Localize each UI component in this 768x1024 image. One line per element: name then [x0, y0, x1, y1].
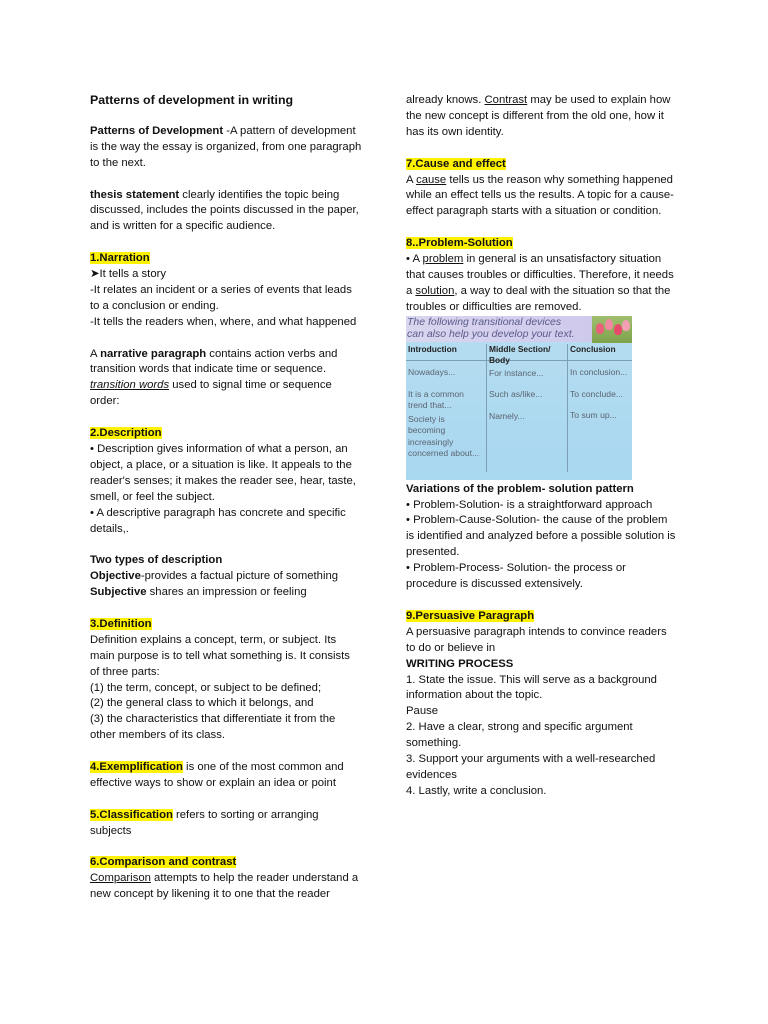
caption-line: can also help you develop your text.: [407, 328, 575, 341]
writing-step: 3. Support your arguments with a well-researched evidences: [406, 753, 656, 781]
comparison-heading: 6.Comparison and contrast: [90, 856, 237, 869]
subjective-text: shares an impression or feeling: [146, 586, 307, 599]
types-of-description: [90, 553, 362, 601]
objective-term: Objective: [90, 570, 141, 583]
comparison-term: Comparison: [90, 872, 151, 885]
writing-step: Pause: [406, 705, 439, 718]
writing-process-heading: WRITING PROCESS: [406, 657, 514, 670]
table-cell: Namely...: [489, 410, 525, 421]
narration-heading: 1.Narration: [90, 252, 150, 265]
table-header: Introduction: [408, 343, 457, 354]
classification-section: [90, 808, 362, 840]
pod-term: Patterns of Development: [90, 124, 224, 137]
problem-heading: 8..Problem-Solution: [406, 237, 513, 250]
table-column-conclusion: [570, 344, 630, 422]
cause-effect-section: [406, 157, 678, 221]
tw-post: used to signal time or sequence order:: [90, 379, 332, 408]
cause-heading: 7.Cause and effect: [406, 157, 506, 170]
cause-term: cause: [416, 173, 447, 186]
table-cell: Society is becoming increasingly concerned about...: [408, 413, 480, 459]
contrast-term: Contrast: [484, 94, 528, 106]
contrast-pre: already knows.: [406, 94, 485, 106]
description-heading: 2.Description: [90, 427, 162, 440]
exemplification-section: [90, 760, 362, 792]
contrast-paragraph: [406, 93, 678, 141]
transitional-devices-table-image: [406, 316, 632, 480]
exemplification-heading: 4.Exemplification: [90, 761, 183, 774]
narration-line: -It tells the readers when, where, and what happened: [90, 315, 357, 328]
np-pre: A: [90, 347, 101, 360]
problem-solution-section: [406, 236, 678, 316]
writing-step: 1. State the issue. This will serve as a background information about the topic.: [406, 673, 657, 702]
persuasive-text: A persuasive paragraph intends to convince readers to do or believe in: [406, 625, 667, 654]
table-column-middle: [489, 344, 565, 423]
definition-section: [90, 617, 362, 744]
narration-line: -It relates an incident or a series of events that leads to a conclusion or ending.: [90, 283, 352, 312]
thesis-paragraph: [90, 188, 362, 236]
definition-part: (3) the characteristics that differentiate it from the other members of its class.: [90, 713, 336, 742]
document-title: Patterns of development in writing: [90, 93, 294, 107]
variation-line: • Problem-Cause-Solution- the cause of the problem is identified and analyzed before a possible solution is presented.: [406, 514, 676, 559]
classification-heading: 5.Classification: [90, 808, 173, 821]
thesis-text: clearly identifies the topic being discussed, includes the points discussed in the paper, and is written for a specific audience.: [90, 188, 359, 233]
writing-step: 2. Have a clear, strong and specific argument something.: [406, 721, 633, 750]
definition-part: (2) the general class to which it belongs, and: [90, 697, 314, 710]
problem-mid: in general is an unsatisfactory situation that causes troubles or difficulties. Therefore, it needs a: [406, 253, 674, 297]
table-cell: Nowadays...: [408, 367, 456, 378]
types-heading: Two types of description: [90, 554, 223, 567]
solution-term: solution: [415, 284, 455, 297]
narration-line: ➤It tells a story: [90, 268, 167, 281]
np-post: contains action verbs and transition words that indicate time or sequence.: [90, 347, 338, 376]
table-column-divider: [567, 344, 568, 472]
variations-heading: Variations of the problem- solution pattern: [406, 482, 634, 495]
description-section: [90, 426, 362, 537]
subjective-term: Subjective: [90, 586, 147, 599]
right-column: [406, 93, 678, 800]
pod-text: -A pattern of development is the way the essay is organized, from one paragraph to the next.: [90, 124, 362, 169]
table-cell: Such as/like...: [489, 389, 543, 400]
definition-text: Definition explains a concept, term, or subject. Its main purpose is to tell what something is. It consists of three parts:: [90, 633, 350, 678]
tulip-flowers-image: [592, 316, 632, 343]
variation-line: • Problem-Process- Solution- the process or procedure is discussed extensively.: [406, 562, 626, 591]
table-column-divider: [486, 344, 487, 472]
table-caption: [406, 316, 593, 342]
narration-section: [90, 251, 362, 331]
contrast-post: may be used to explain how the new concept is different from the old one, how it has its own identity.: [406, 94, 671, 138]
table-cell: In conclusion...: [570, 367, 628, 378]
tw-term: transition words: [90, 379, 170, 392]
definition-heading: 3.Definition: [90, 617, 152, 630]
table-column-introduction: [408, 344, 484, 460]
narrative-paragraph-section: [90, 347, 362, 411]
definition-part: (1) the term, concept, or subject to be defined;: [90, 681, 322, 694]
table-cell: For instance...: [489, 367, 544, 378]
table-cell: It is a common trend that...: [408, 388, 464, 411]
thesis-term: thesis statement: [90, 188, 180, 201]
comparison-section: [90, 855, 362, 903]
problem-post: , a way to deal with the situation so that the troubles or difficulties are removed.: [406, 284, 671, 313]
caption-line: The following transitional devices: [407, 315, 562, 328]
variations-section: [406, 482, 678, 593]
table-cell: To sum up...: [570, 410, 617, 421]
table-header: Middle Section/ Body: [489, 343, 551, 366]
persuasive-section: [406, 609, 678, 800]
description-line: • Description gives information of what a person, an object, a place, or a situation is like. It appeals to the reader's senses; it makes the reader see, hear, taste, smell, or feel the subject.: [90, 442, 356, 503]
classification-text: refers to sorting or arranging subjects: [90, 808, 319, 837]
comparison-text: attempts to help the reader understand a new concept by likening it to one that the reader: [90, 872, 359, 901]
pod-paragraph: [90, 124, 362, 172]
objective-text: -provides a factual picture of something: [140, 570, 339, 583]
cause-pre: A: [406, 173, 417, 186]
np-term: narrative paragraph: [100, 347, 207, 360]
exemplification-text: is one of the most common and effective ways to show or explain an idea or point: [90, 761, 344, 789]
problem-pre: • A: [406, 253, 423, 266]
variation-line: • Problem-Solution- is a straightforward approach: [406, 498, 653, 511]
table-cell: To conclude...: [570, 388, 624, 399]
problem-term: problem: [422, 253, 464, 266]
left-column: [90, 93, 362, 903]
persuasive-heading: 9.Persuasive Paragraph: [406, 609, 535, 622]
table-header: Conclusion: [570, 343, 616, 354]
description-line: • A descriptive paragraph has concrete and specific details,.: [90, 506, 346, 535]
writing-step: 4. Lastly, write a conclusion.: [406, 784, 547, 797]
cause-post: tells us the reason why something happened while an effect tells us the results. A topic for a cause-effect paragraph starts with a situation or condition.: [406, 173, 674, 218]
